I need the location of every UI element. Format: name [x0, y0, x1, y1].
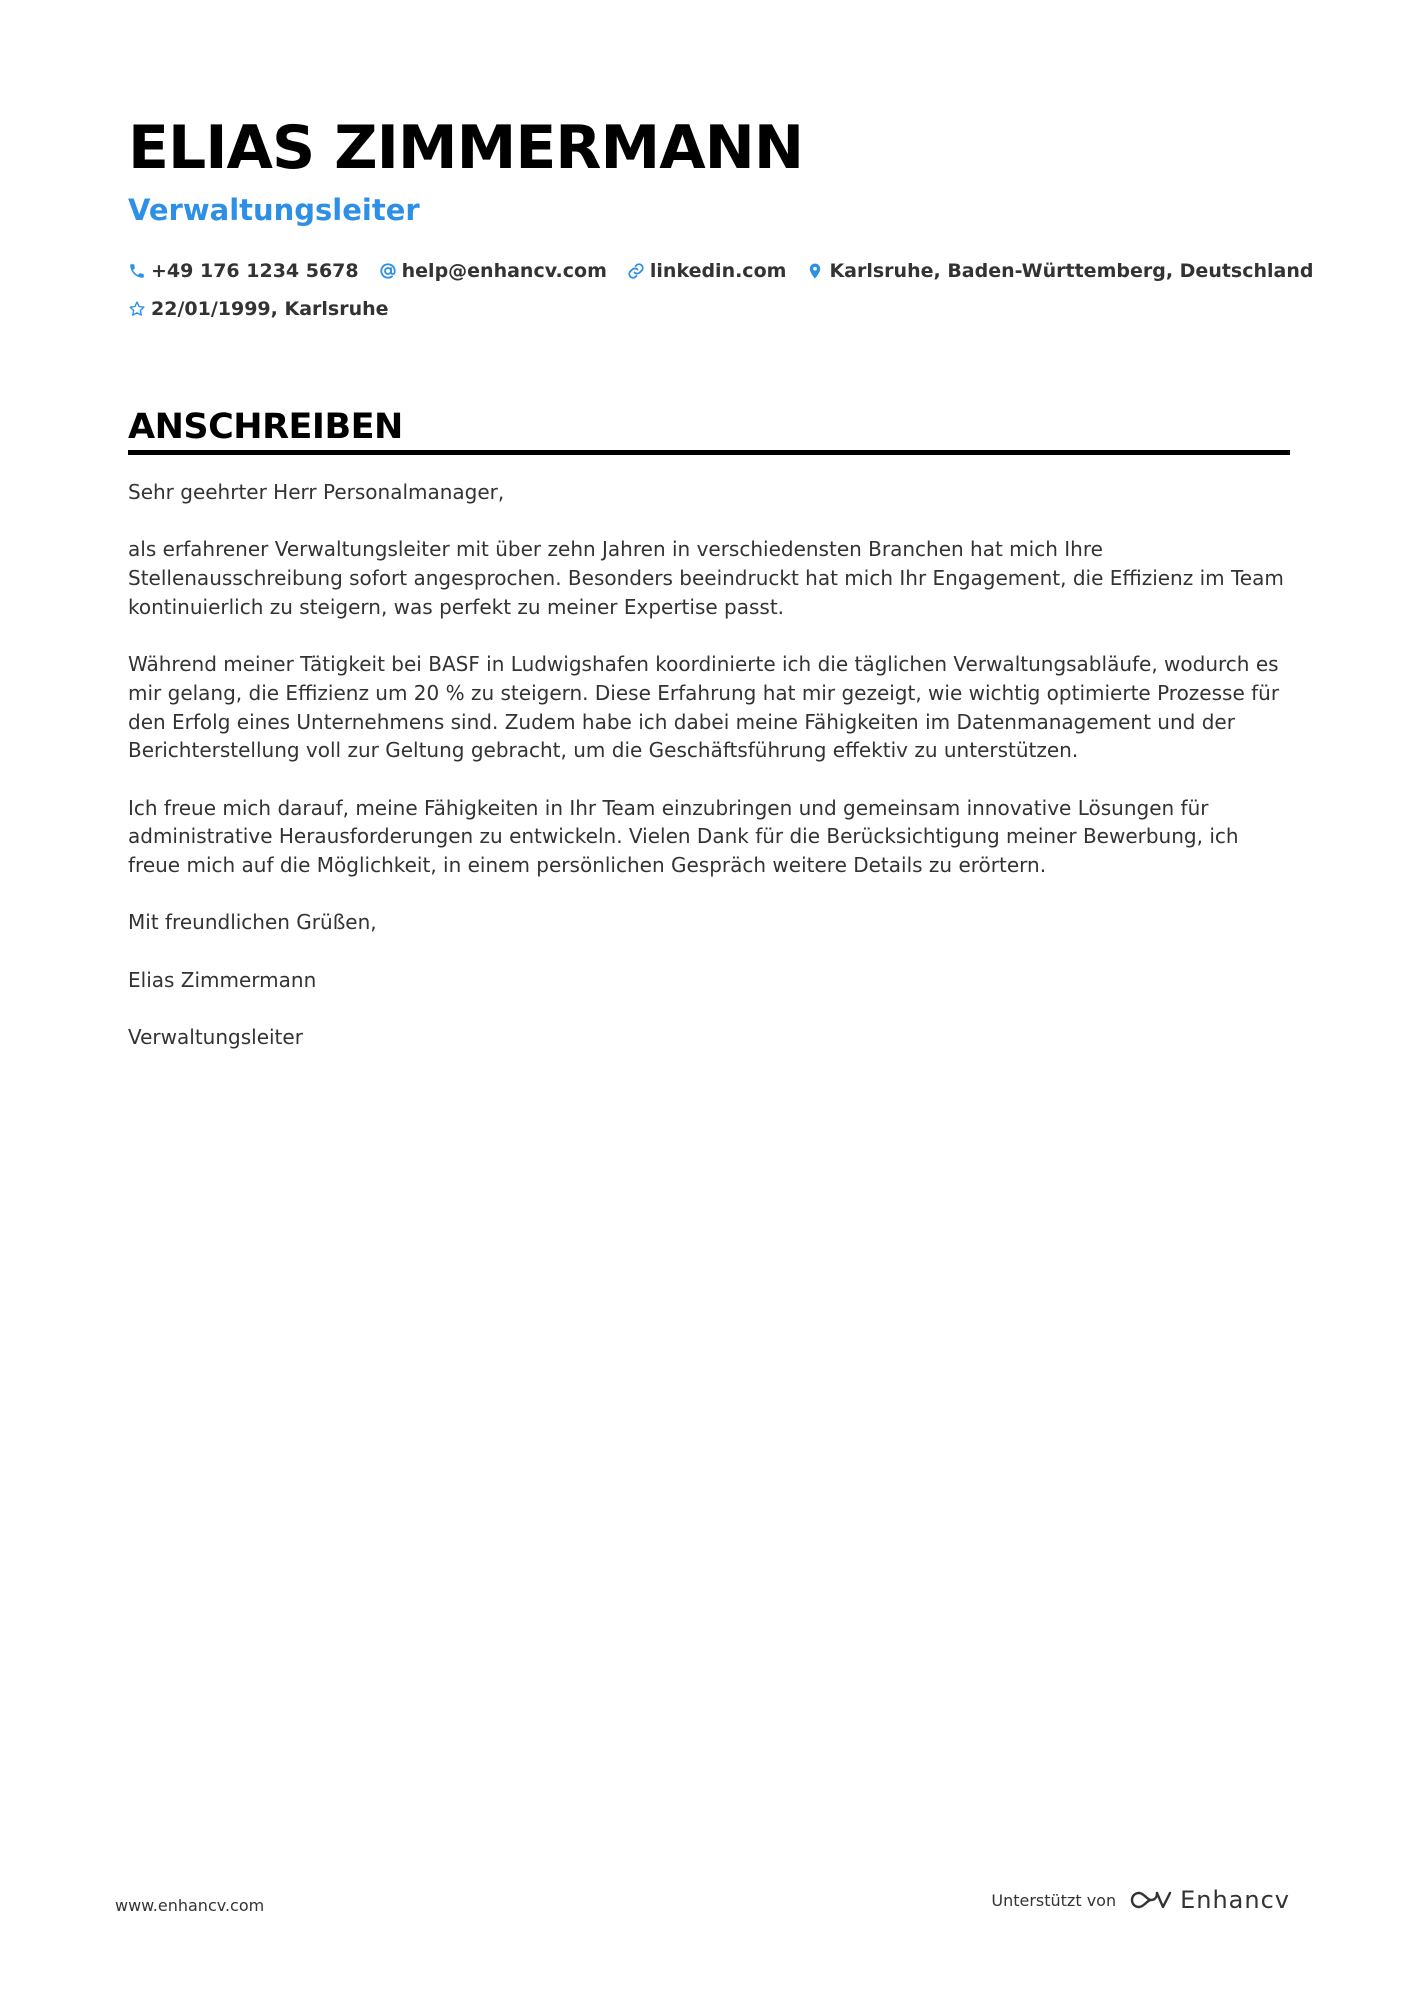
- section-title: ANSCHREIBEN: [128, 407, 403, 447]
- brand-name: Enhancv: [1180, 1886, 1290, 1914]
- candidate-role: Verwaltungsleiter: [128, 193, 420, 227]
- contact-birth: [128, 298, 389, 320]
- letter-body: [128, 478, 1290, 1081]
- letter-paragraph: als erfahrener Verwaltungsleiter mit über zehn Jahren in verschiedensten Branchen hat mich Ihre Stellenausschreibung sofort angesprochen. Besonders beeindruckt hat mich Ihr Engagement, die Effizienz im Team kontinuierlich zu steigern, was perfekt zu meiner Expertise passt.: [128, 537, 1284, 619]
- contact-email: [379, 260, 607, 282]
- contact-row-1: [128, 252, 1314, 290]
- letter-paragraph: Während meiner Tätigkeit bei BASF in Ludwigshafen koordinierte ich die täglichen Verwaltungsabläufe, wodurch es mir gelang, die Effizienz um 20 % zu steigern. Diese Erfahrung hat mir gezeigt, wie wichtig optimierte Prozesse für den Erfolg eines Unternehmens sind. Zudem habe ich dabei meine Fähigkeiten im Datenmanagement und der Berichterstellung voll zur Geltung gebracht, um die Geschäftsführung effektiv zu unterstützen.: [128, 652, 1280, 763]
- star-icon: [128, 300, 146, 318]
- link-icon: [627, 262, 645, 280]
- contact-linkedin: [627, 260, 787, 282]
- contact-row-2: [128, 290, 1290, 328]
- footer-branding: [991, 1886, 1290, 1914]
- candidate-name: ELIAS ZIMMERMANN: [128, 113, 804, 183]
- contact-phone: [128, 260, 359, 282]
- letter-closing: Mit freundlichen Grüßen,: [128, 910, 377, 935]
- email-address: help@enhancv.com: [401, 260, 607, 282]
- contact-location: [806, 260, 1313, 282]
- letter-paragraph: Ich freue mich darauf, meine Fähigkeiten in Ihr Team einzubringen und gemeinsam innovative Lösungen für administrative Herausforderungen zu entwickeln. Vielen Dank für die Berücksichtigung meiner Bewerbung, ich freue mich auf die Möglichkeit, in einem persönlichen Gespräch weitere Details zu erörtern.: [128, 795, 1239, 878]
- letter-salutation: Sehr geehrter Herr Personalmanager,: [128, 480, 505, 504]
- at-icon: [379, 262, 397, 280]
- section-divider: [128, 450, 1290, 455]
- linkedin-link: linkedin.com: [649, 260, 787, 282]
- phone-icon: [128, 262, 146, 280]
- footer-website[interactable]: www.enhancv.com: [115, 1896, 265, 1915]
- birth-info: 22/01/1999, Karlsruhe: [151, 298, 389, 320]
- enhancv-logo-icon: [1128, 1888, 1174, 1912]
- phone-number: +49 176 1234 5678: [151, 260, 359, 282]
- contact-info: [128, 252, 1314, 328]
- signature-role: Verwaltungsleiter: [128, 1025, 303, 1050]
- location-text: Karlsruhe, Baden-Württemberg, Deutschland: [829, 260, 1314, 282]
- signature-name: Elias Zimmermann: [128, 967, 317, 992]
- map-pin-icon: [806, 262, 824, 280]
- powered-by-label: Unterstützt von: [991, 1890, 1117, 1910]
